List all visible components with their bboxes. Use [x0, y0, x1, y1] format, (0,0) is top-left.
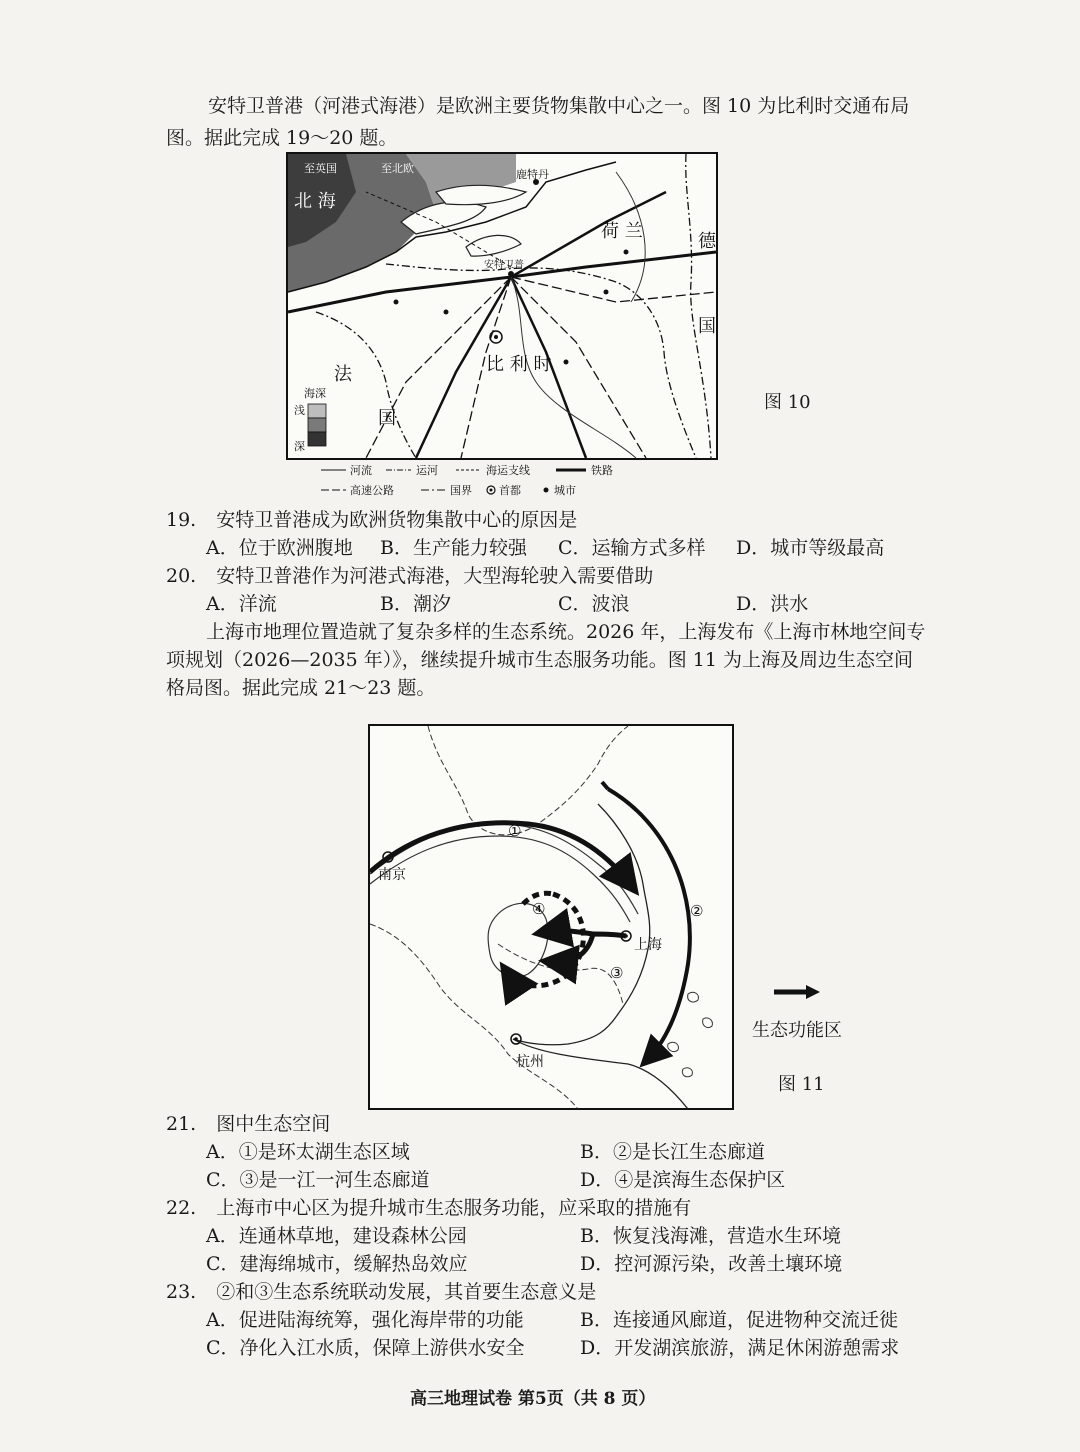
- label-shallow: 浅: [294, 404, 305, 417]
- label-antwerp: 安特卫普: [484, 260, 524, 271]
- figure-10-caption: 图 10: [764, 392, 811, 413]
- question-21-text: 图中生态空间: [216, 1113, 331, 1135]
- label-nordic: 至北欧: [381, 162, 414, 175]
- legend-highway: 高速公路: [350, 484, 394, 497]
- question-22-option-a[interactable]: A．连通林草地，建设森林公园: [206, 1225, 467, 1247]
- question-19-option-c[interactable]: C．运输方式多样: [558, 537, 706, 559]
- label-depth: 海深: [304, 387, 326, 400]
- question-23-option-c[interactable]: C．净化入江水质，保障上游供水安全: [206, 1337, 525, 1359]
- legend-capital: 首都: [499, 484, 521, 497]
- question-20-option-d[interactable]: D．洪水: [736, 593, 809, 615]
- label-hangzhou: 杭州: [516, 1054, 544, 1070]
- question-21-stem: [166, 1110, 330, 1138]
- question-23-text: ②和③生态系统联动发展，其首要生态意义是: [216, 1281, 597, 1303]
- marker-1: ①: [508, 822, 522, 840]
- question-19-stem: [166, 506, 577, 534]
- legend-railway: 铁路: [591, 464, 613, 477]
- question-23-option-d[interactable]: D．开发湖滨旅游，满足休闲游憩需求: [580, 1337, 900, 1359]
- label-shanghai: 上海: [634, 937, 662, 953]
- question-22-option-d[interactable]: D．控河源污染，改善土壤环境: [580, 1253, 843, 1275]
- legend-border: 国界: [450, 484, 472, 497]
- legend-city: 城市: [554, 484, 576, 497]
- label-netherlands: 荷 兰: [601, 221, 643, 242]
- question-22-stem: [166, 1194, 691, 1222]
- question-20-option-a[interactable]: A．洋流: [206, 593, 277, 615]
- label-germany-2: 国: [698, 316, 716, 337]
- marker-4: ④: [532, 900, 546, 918]
- question-20-option-b[interactable]: B．潮汐: [380, 593, 451, 615]
- label-france-1: 法: [334, 364, 352, 385]
- question-22-text: 上海市中心区为提升城市生态服务功能，应采取的措施有: [216, 1197, 692, 1219]
- intro-paragraph-1-line-1: 安特卫普港（河港式海港）是欧洲主要货物集散中心之一。图 10 为比利时交通布局: [208, 95, 910, 117]
- intro-paragraph-2-line-3: 格局图。据此完成 21～23 题。: [166, 677, 436, 699]
- question-21-number: 21.: [166, 1113, 197, 1135]
- label-rotterdam: 鹿特丹: [516, 168, 549, 181]
- label-uk: 至英国: [304, 162, 337, 175]
- question-20-number: 20.: [166, 565, 197, 587]
- label-germany-1: 德: [698, 231, 716, 252]
- figure-11-caption: 图 11: [778, 1074, 825, 1095]
- question-23-option-a[interactable]: A．促进陆海统筹，强化海岸带的功能: [206, 1309, 524, 1331]
- question-23-number: 23.: [166, 1281, 197, 1303]
- question-19-text: 安特卫普港成为欧洲货物集散中心的原因是: [216, 509, 578, 531]
- label-belgium: 比 利 时: [486, 354, 552, 375]
- intro-paragraph-1-line-2: 图。据此完成 19～20 题。: [166, 127, 398, 149]
- question-19-option-d[interactable]: D．城市等级最高: [736, 537, 885, 559]
- label-france-2: 国: [378, 408, 396, 429]
- question-20-text: 安特卫普港作为河港式海港，大型海轮驶入需要借助: [216, 565, 654, 587]
- question-23-stem: [166, 1278, 596, 1306]
- question-22-option-c[interactable]: C．建海绵城市，缓解热岛效应: [206, 1253, 468, 1275]
- label-north-sea: 北 海: [294, 191, 336, 212]
- question-20-stem: [166, 562, 653, 590]
- legend-river: 河流: [350, 464, 372, 477]
- label-nanjing: 南京: [378, 867, 406, 883]
- intro-paragraph-2-line-1: 上海市地理位置造就了复杂多样的生态系统。2026 年，上海发布《上海市林地空间专: [206, 621, 926, 643]
- question-21-option-b[interactable]: B．②是长江生态廊道: [580, 1141, 765, 1163]
- question-23-option-b[interactable]: B．连接通风廊道，促进物种交流迁徙: [580, 1309, 898, 1331]
- question-22-number: 22.: [166, 1197, 197, 1219]
- marker-3: ③: [610, 964, 624, 982]
- question-20-option-c[interactable]: C．波浪: [558, 593, 630, 615]
- question-21-option-c[interactable]: C．③是一江一河生态廊道: [206, 1169, 430, 1191]
- intro-paragraph-2-line-2: 项规划（2026—2035 年）》，继续提升城市生态服务功能。图 11 为上海及周边生态空间: [166, 649, 914, 671]
- figure-10-belgium-transport-map: [286, 152, 718, 502]
- question-19-option-a[interactable]: A．位于欧洲腹地: [206, 537, 353, 559]
- eco-zone-legend-label: 生态功能区: [752, 1020, 842, 1041]
- legend-shipping: 海运支线: [486, 464, 530, 477]
- legend-canal: 运河: [416, 464, 438, 477]
- figure-11-shanghai-ecological-map: [368, 724, 734, 1110]
- question-19-option-b[interactable]: B．生产能力较强: [380, 537, 527, 559]
- question-21-option-a[interactable]: A．①是环太湖生态区域: [206, 1141, 410, 1163]
- question-21-option-d[interactable]: D．④是滨海生态保护区: [580, 1169, 786, 1191]
- label-deep: 深: [294, 440, 305, 453]
- question-19-number: 19.: [166, 509, 197, 531]
- marker-2: ②: [690, 902, 704, 920]
- page-footer: 高三地理试卷 第5页（共 8 页）: [410, 1389, 656, 1409]
- question-22-option-b[interactable]: B．恢复浅海滩，营造水生环境: [580, 1225, 841, 1247]
- eco-zone-legend-arrow: [772, 982, 822, 1002]
